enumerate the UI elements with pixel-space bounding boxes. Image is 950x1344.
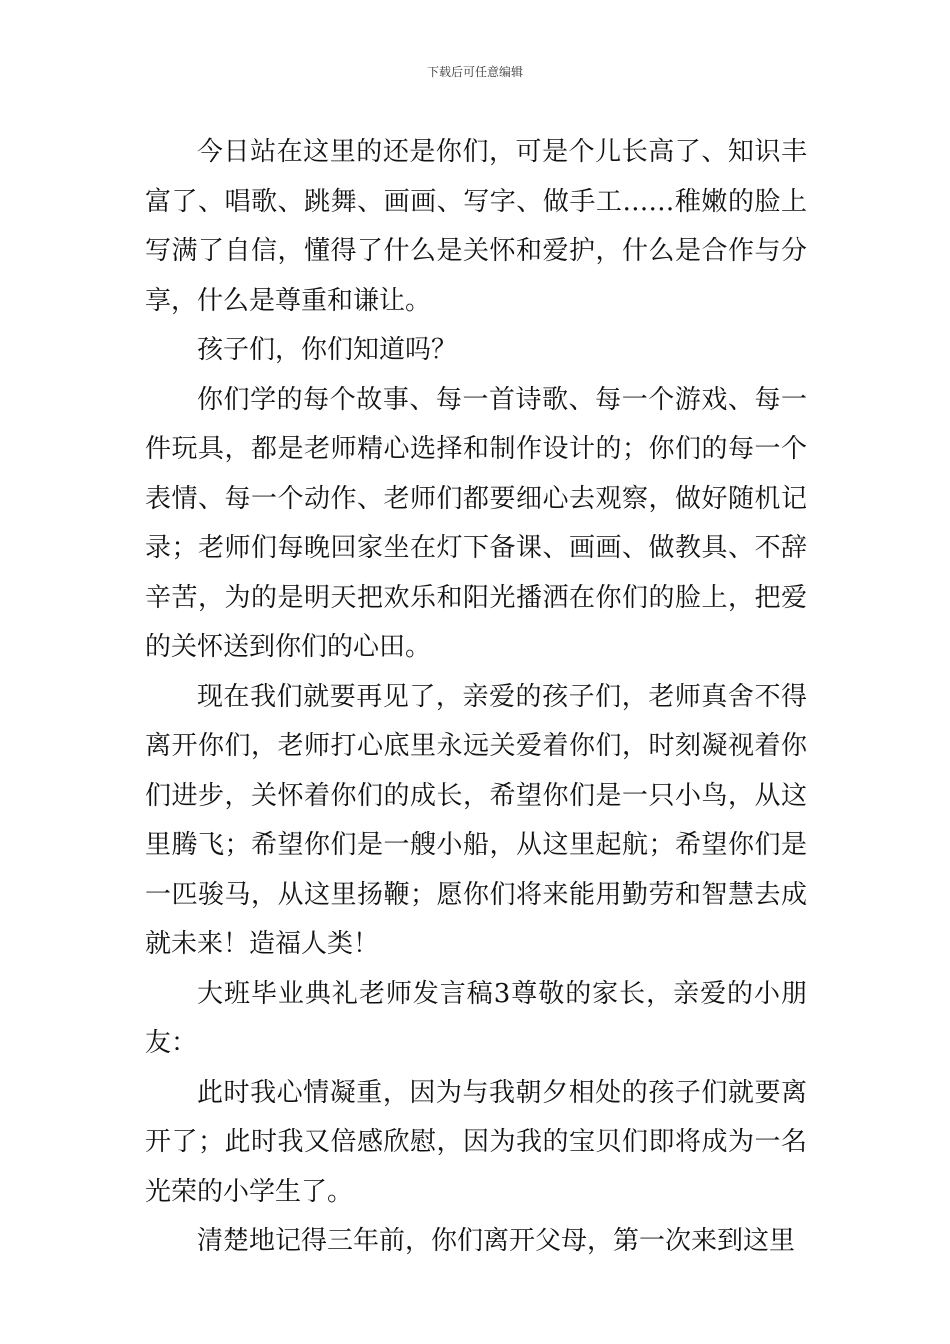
paragraph-1: 今日站在这里的还是你们，可是个儿长高了、知识丰富了、唱歌、跳舞、画画、写字、做手工……稚嫩的脸上写满了自信，懂得了什么是关怀和爱护，什么是合作与分享，什么是尊重和谦让。 [145,137,807,316]
document-body [145,128,807,1267]
page-header: 下载后可任意编辑 [426,65,523,79]
paragraph-3: 你们学的每个故事、每一首诗歌、每一个游戏、每一件玩具，都是老师精心选择和制作设计的；你们的每一个表情、每一个动作、老师们都要细心去观察，做好随机记录；老师们每晚回家坐在灯下备课、画画、做教具、不辞辛苦，为的是明天把欢乐和阳光播洒在你们的脸上，把爱的关怀送到你们的心田。 [145,384,807,662]
paragraph-2: 孩子们，你们知道吗？ [197,335,458,365]
paragraph-5: 大班毕业典礼老师发言稿3尊敬的家长，亲爱的小朋友： [145,978,807,1058]
paragraph-6: 此时我心情凝重，因为与我朝夕相处的孩子们就要离开了；此时我又倍感欣慰，因为我的宝贝们即将成为一名光荣的小学生了。 [145,1077,807,1207]
paragraph-4: 现在我们就要再见了，亲爱的孩子们，老师真舍不得离开你们，老师打心底里永远关爱着你们，时刻凝视着你们进步，关怀着你们的成长，希望你们是一只小鸟，从这里腾飞；希望你们是一艘小船，从这里起航；希望你们是一匹骏马，从这里扬鞭；愿你们将来能用勤劳和智慧去成就未来！造福人类！ [145,681,807,959]
paragraph-7: 清楚地记得三年前，你们离开父母，第一次来到这里 [197,1226,796,1256]
